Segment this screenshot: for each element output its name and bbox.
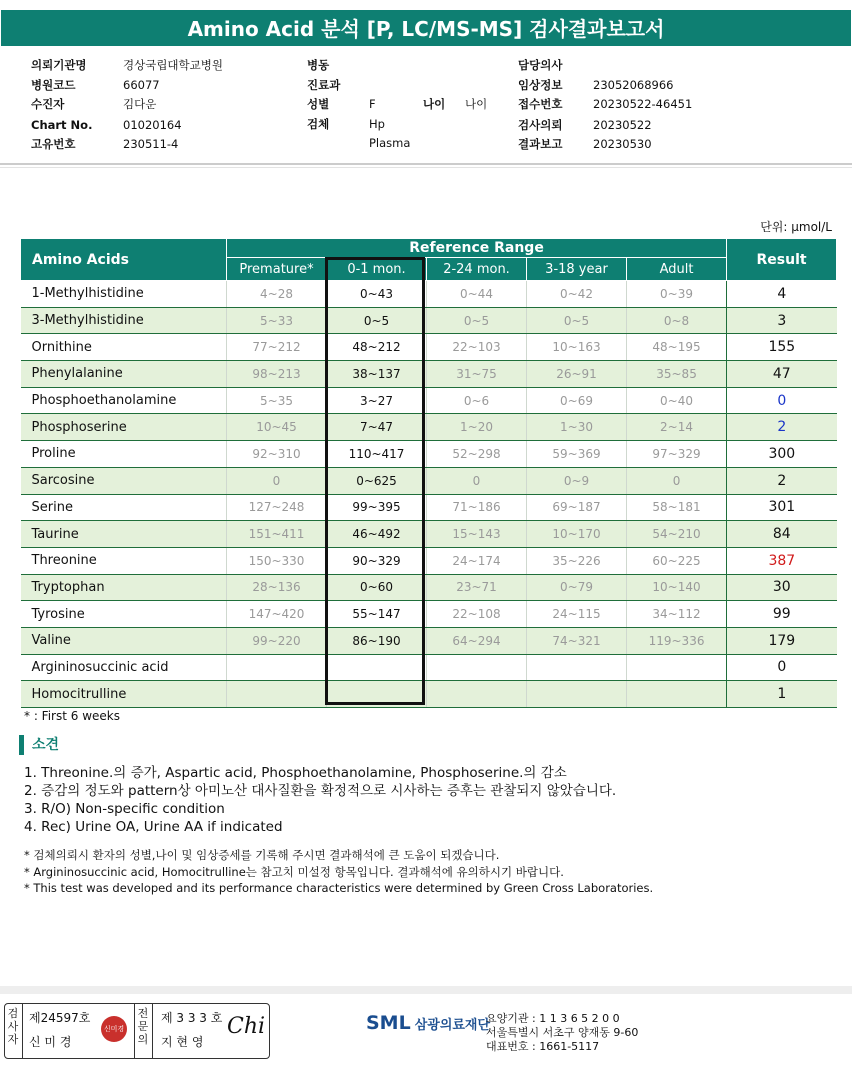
reference-value: 98~213 <box>227 361 327 388</box>
meta-value: 나이 <box>465 97 488 111</box>
amino-acid-name: Serine <box>21 494 227 521</box>
amino-acid-name: Taurine <box>21 521 227 548</box>
meta-label: 접수번호 <box>518 97 563 111</box>
amino-acid-name: Threonine <box>21 547 227 574</box>
result-value: 179 <box>727 627 837 654</box>
meta-row <box>307 95 487 115</box>
result-value: 1 <box>727 681 837 708</box>
reference-value: 99~395 <box>327 494 427 521</box>
meta-label: 병원코드 <box>31 77 76 92</box>
result-value: 30 <box>727 574 837 601</box>
result-value: 155 <box>727 334 837 361</box>
subheader-1: 0-1 mon. <box>327 258 427 281</box>
opinion-item: 2. 증감의 정도와 pattern상 아미노산 대사질환을 확정적으로 시사하는 증후는 관찰되지 않았습니다. <box>24 783 617 799</box>
amino-acid-name: Tyrosine <box>21 601 227 628</box>
opinion-item: 3. R/O) Non-specific condition <box>24 801 225 817</box>
reference-value: 0~625 <box>327 467 427 494</box>
meta-label: 나이 <box>423 97 446 111</box>
unit-label: 단위: μmol/L <box>760 220 832 234</box>
reference-value: 0 <box>627 467 727 494</box>
header-result: Result <box>727 239 837 281</box>
reference-value <box>227 654 327 681</box>
reference-value: 54~210 <box>627 521 727 548</box>
meta-row <box>518 76 692 96</box>
reference-value: 1~30 <box>527 414 627 441</box>
reference-value: 0~60 <box>327 574 427 601</box>
subheader-0: Premature* <box>227 258 327 281</box>
footer-band <box>0 986 852 994</box>
reference-value <box>527 654 627 681</box>
table-row <box>21 627 837 654</box>
reference-value: 110~417 <box>327 441 427 468</box>
notes-list <box>24 847 653 897</box>
amino-acid-name: 3-Methylhistidine <box>21 307 227 334</box>
meta-label: Chart No. <box>31 117 93 132</box>
reference-value: 38~137 <box>327 361 427 388</box>
reference-value: 22~103 <box>427 334 527 361</box>
reference-value: 59~369 <box>527 441 627 468</box>
reference-value: 60~225 <box>627 547 727 574</box>
reference-value: 150~330 <box>227 547 327 574</box>
reference-value: 74~321 <box>527 627 627 654</box>
sml-logo <box>366 1012 490 1034</box>
request-info <box>518 56 692 155</box>
meta-label: 수진자 <box>31 97 65 111</box>
note-item: * Argininosuccinic acid, Homocitrulline는 참고치 미설정 항목입니다. 결과해석에 유의하시기 바랍니다. <box>24 864 564 879</box>
meta-label: 의뢰기관명 <box>31 58 87 72</box>
signature-box <box>4 1003 270 1059</box>
table-row <box>21 654 837 681</box>
note-item: * This test was developed and its performance characteristics were determined by Green Cross Laboratories. <box>24 881 654 895</box>
patient-info <box>31 56 223 155</box>
divider <box>22 1004 23 1058</box>
reference-value: 31~75 <box>427 361 527 388</box>
table-row <box>21 467 837 494</box>
footnote: * : First 6 weeks <box>24 709 120 723</box>
reference-value <box>427 681 527 708</box>
amino-acid-name: Argininosuccinic acid <box>21 654 227 681</box>
meta-label: 결과보고 <box>518 137 563 151</box>
reference-value: 48~212 <box>327 334 427 361</box>
reference-value: 90~329 <box>327 547 427 574</box>
meta-value: 20230522 <box>593 117 652 132</box>
result-value: 387 <box>727 547 837 574</box>
reference-value: 0~5 <box>427 307 527 334</box>
table-row <box>21 521 837 548</box>
org-name: 삼광의료재단 <box>414 1018 491 1033</box>
header-divider <box>0 163 852 165</box>
meta-value: 230511-4 <box>123 137 179 151</box>
reference-value: 10~163 <box>527 334 627 361</box>
result-value: 84 <box>727 521 837 548</box>
reference-value: 0~44 <box>427 281 527 308</box>
reference-value: 34~112 <box>627 601 727 628</box>
org-code: 요양기관 : 1 1 3 6 5 2 0 0 <box>486 1012 620 1025</box>
amino-acid-name: Proline <box>21 441 227 468</box>
reference-value: 35~226 <box>527 547 627 574</box>
reference-value: 10~140 <box>627 574 727 601</box>
reference-value: 0~8 <box>627 307 727 334</box>
result-value: 2 <box>727 467 837 494</box>
amino-acid-name: Homocitrulline <box>21 681 227 708</box>
report-title: Amino Acid 분석 [P, LC/MS-MS] 검사결과보고서 <box>1 10 851 46</box>
table-row <box>21 414 837 441</box>
reference-value: 10~170 <box>527 521 627 548</box>
result-value: 0 <box>727 387 837 414</box>
reference-value: 35~85 <box>627 361 727 388</box>
reference-value: 69~187 <box>527 494 627 521</box>
reference-value <box>227 681 327 708</box>
reference-value: 55~147 <box>327 601 427 628</box>
reference-value: 4~28 <box>227 281 327 308</box>
result-value: 99 <box>727 601 837 628</box>
reference-value: 0~43 <box>327 281 427 308</box>
reference-value: 0 <box>227 467 327 494</box>
reference-value: 127~248 <box>227 494 327 521</box>
reference-value: 48~195 <box>627 334 727 361</box>
meta-label: 담당의사 <box>518 58 563 72</box>
reference-value: 0~42 <box>527 281 627 308</box>
amino-acid-name: Valine <box>21 627 227 654</box>
reference-value: 0~9 <box>527 467 627 494</box>
reference-value: 0~39 <box>627 281 727 308</box>
result-value: 4 <box>727 281 837 308</box>
tester-label: 검사자 <box>7 1007 19 1046</box>
amino-acid-name: 1-Methylhistidine <box>21 281 227 308</box>
amino-acid-name: Sarcosine <box>21 467 227 494</box>
meta-row <box>31 116 223 136</box>
meta-label: 병동 <box>307 58 330 72</box>
table-row <box>21 494 837 521</box>
meta-row <box>31 56 223 76</box>
meta-value: Hp Plasma <box>369 116 411 150</box>
meta-label: 검체 <box>307 116 330 131</box>
amino-acid-name: Ornithine <box>21 334 227 361</box>
reference-value: 99~220 <box>227 627 327 654</box>
reference-value <box>627 681 727 708</box>
opinion-list <box>24 764 616 836</box>
reference-value: 151~411 <box>227 521 327 548</box>
result-value: 301 <box>727 494 837 521</box>
meta-label: 고유번호 <box>31 137 76 151</box>
handwritten-signature: Chi <box>227 1014 266 1039</box>
meta-row <box>307 56 487 76</box>
meta-value: F <box>369 97 376 111</box>
table-row <box>21 601 837 628</box>
reference-value: 26~91 <box>527 361 627 388</box>
reference-value: 71~186 <box>427 494 527 521</box>
org-phone: 대표번호 : 1661-5117 <box>486 1040 600 1053</box>
table-row <box>21 574 837 601</box>
reference-value: 119~336 <box>627 627 727 654</box>
tester-license: 제24597호 <box>29 1011 91 1025</box>
meta-label: 성별 <box>307 97 330 111</box>
note-item: * 검체의뢰시 환자의 성별,나이 및 임상증세를 기록해 주시면 결과해석에 큰 도움이 되겠습니다. <box>24 848 500 862</box>
result-value: 3 <box>727 307 837 334</box>
org-info <box>486 1012 638 1054</box>
reference-value <box>427 654 527 681</box>
highlight-0-1-month-column <box>325 257 425 705</box>
reference-value: 0~6 <box>427 387 527 414</box>
table-row <box>21 281 837 308</box>
subheader-3: 3-18 year <box>527 258 627 281</box>
reference-value: 52~298 <box>427 441 527 468</box>
meta-value: 경상국립대학교병원 <box>123 58 223 72</box>
specialist-name: 지 현 영 <box>161 1035 204 1049</box>
result-value: 2 <box>727 414 837 441</box>
reference-value: 0~5 <box>327 307 427 334</box>
reference-value: 15~143 <box>427 521 527 548</box>
reference-value: 86~190 <box>327 627 427 654</box>
divider <box>134 1004 135 1058</box>
meta-label: 임상정보 <box>518 77 563 92</box>
table-row <box>21 307 837 334</box>
meta-value <box>369 76 423 96</box>
reference-value: 24~174 <box>427 547 527 574</box>
reference-value: 64~294 <box>427 627 527 654</box>
reference-value: 28~136 <box>227 574 327 601</box>
reference-value: 22~108 <box>427 601 527 628</box>
table-row <box>21 681 837 708</box>
meta-row <box>518 95 692 115</box>
meta-row <box>31 135 223 155</box>
table-row <box>21 547 837 574</box>
reference-value: 23~71 <box>427 574 527 601</box>
reference-value: 97~329 <box>627 441 727 468</box>
reference-value: 1~20 <box>427 414 527 441</box>
table-row <box>21 334 837 361</box>
meta-value <box>369 56 423 76</box>
opinion-item: 4. Rec) Urine OA, Urine AA if indicated <box>24 819 283 835</box>
amino-acid-name: Tryptophan <box>21 574 227 601</box>
subheader-4: Adult <box>627 258 727 281</box>
opinion-title: 소견 <box>19 735 59 755</box>
meta-value: 김다운 <box>123 97 157 111</box>
reference-value: 0~69 <box>527 387 627 414</box>
reference-value: 10~45 <box>227 414 327 441</box>
meta-row <box>31 95 223 115</box>
meta-row <box>518 135 692 155</box>
reference-value: 5~35 <box>227 387 327 414</box>
amino-acid-table <box>20 238 837 708</box>
meta-value: 23052068966 <box>593 77 674 92</box>
meta-value: 20230530 <box>593 137 652 151</box>
table-row <box>21 441 837 468</box>
opinion-item: 1. Threonine.의 증가, Aspartic acid, Phosphoethanolamine, Phosphoserine.의 감소 <box>24 765 567 781</box>
meta-value: 20230522-46451 <box>593 97 693 111</box>
reference-value: 24~115 <box>527 601 627 628</box>
meta-value: 01020164 <box>123 117 182 132</box>
seal-stamp: 신미경 <box>101 1016 127 1042</box>
meta-row <box>307 115 487 150</box>
reference-value: 7~47 <box>327 414 427 441</box>
ward-info <box>307 56 488 150</box>
result-value: 0 <box>727 654 837 681</box>
logo-mark: SML <box>366 1012 411 1034</box>
meta-row <box>518 56 692 76</box>
header-amino-acids: Amino Acids <box>21 239 227 281</box>
specialist-label: 전문의 <box>137 1007 149 1046</box>
org-address: 서울특별시 서초구 양재동 9-60 <box>486 1026 639 1039</box>
reference-value: 77~212 <box>227 334 327 361</box>
table-row <box>21 387 837 414</box>
meta-row <box>518 116 692 136</box>
amino-acid-name: Phenylalanine <box>21 361 227 388</box>
meta-value: 66077 <box>123 77 160 92</box>
divider <box>152 1004 153 1058</box>
table-row <box>21 361 837 388</box>
amino-acid-name: Phosphoserine <box>21 414 227 441</box>
reference-value: 0~40 <box>627 387 727 414</box>
reference-value <box>627 654 727 681</box>
reference-value: 0 <box>427 467 527 494</box>
result-value: 300 <box>727 441 837 468</box>
reference-value: 5~33 <box>227 307 327 334</box>
reference-value <box>527 681 627 708</box>
reference-value: 46~492 <box>327 521 427 548</box>
meta-row <box>307 76 487 96</box>
reference-value: 58~181 <box>627 494 727 521</box>
reference-value: 147~420 <box>227 601 327 628</box>
reference-value: 2~14 <box>627 414 727 441</box>
result-value: 47 <box>727 361 837 388</box>
reference-value: 92~310 <box>227 441 327 468</box>
reference-value: 0~5 <box>527 307 627 334</box>
specialist-license: 제 3 3 3 호 <box>161 1011 223 1025</box>
meta-row <box>31 76 223 96</box>
header-divider-2 <box>0 167 852 168</box>
meta-label: 검사의뢰 <box>518 117 563 132</box>
amino-acid-name: Phosphoethanolamine <box>21 387 227 414</box>
meta-label: 진료과 <box>307 77 341 92</box>
reference-value: 0~79 <box>527 574 627 601</box>
header-reference-range: Reference Range <box>227 239 727 258</box>
subheader-2: 2-24 mon. <box>427 258 527 281</box>
tester-name: 신 미 경 <box>29 1035 72 1049</box>
reference-value: 3~27 <box>327 387 427 414</box>
